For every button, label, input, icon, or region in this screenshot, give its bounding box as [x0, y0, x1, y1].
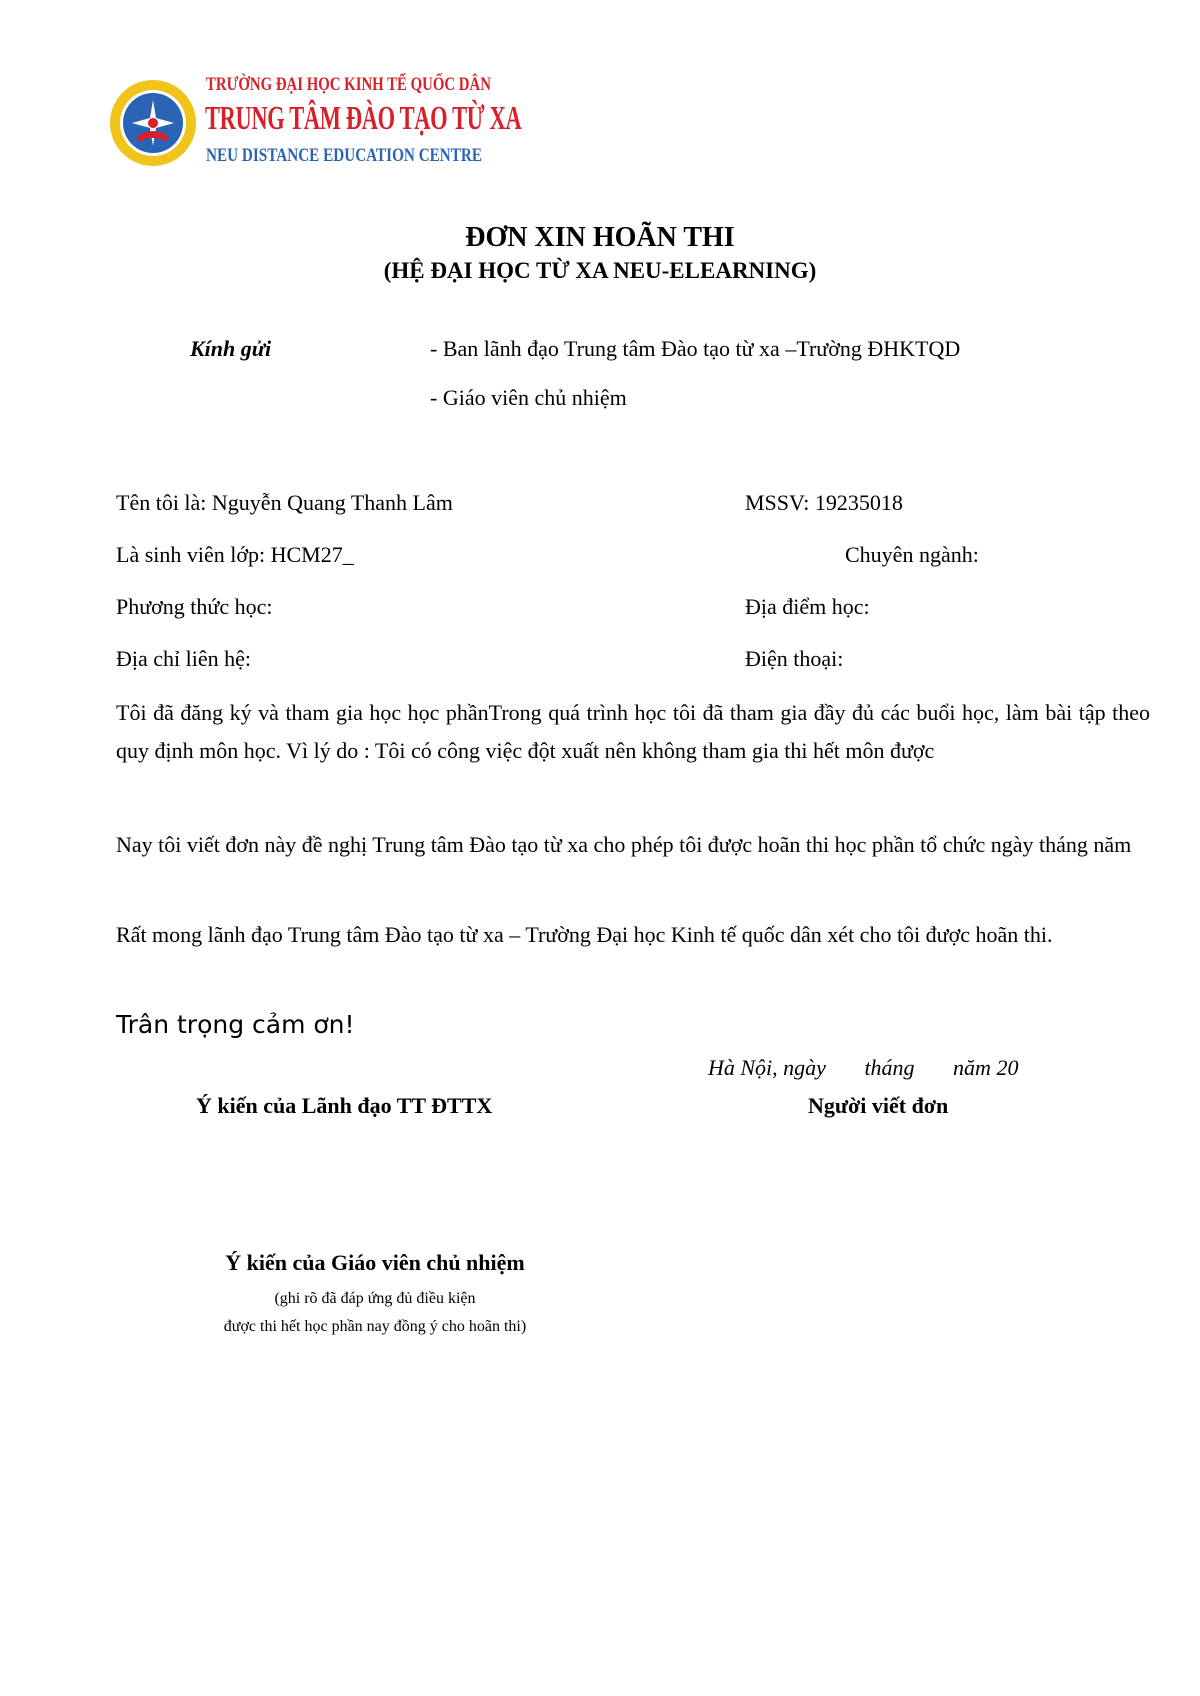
teacher-opinion-heading: Ý kiến của Giáo viên chủ nhiệm	[225, 1250, 525, 1275]
contact-address: Địa chỉ liên hệ:	[116, 646, 252, 671]
recipient-label: Kính gửi	[190, 336, 272, 361]
recipient-line-1: - Ban lãnh đạo Trung tâm Đào tạo từ xa –Trường ĐHKTQD	[430, 336, 961, 361]
teacher-note-line-1: (ghi rõ đã đáp ứng đủ điều kiện	[274, 1290, 476, 1307]
logo-centre-english: NEU DISTANCE EDUCATION CENTRE	[206, 145, 483, 166]
student-name: Tên tôi là: Nguyễn Quang Thanh Lâm	[116, 490, 453, 515]
contact-phone: Điện thoại:	[745, 646, 844, 671]
logo-university-name: TRƯỜNG ĐẠI HỌC KINH TẾ QUỐC DÂN	[206, 74, 491, 95]
logo-seal	[108, 78, 198, 168]
leader-opinion-heading: Ý kiến của Lãnh đạo TT ĐTTX	[196, 1093, 493, 1118]
closing-thanks: Trân trọng cảm ơn!	[116, 1010, 355, 1039]
body-paragraph-1: Tôi đã đăng ký và tham gia học học phầnTrong quá trình học tôi đã tham gia đầy đủ các buổi học, làm bài tập theo quy định môn học. Vì lý do : Tôi có công việc đột xuất nên không tham gia thi hết môn được	[116, 700, 1150, 763]
study-location: Địa điểm học:	[745, 594, 870, 619]
study-mode: Phương thức học:	[116, 594, 273, 619]
student-major: Chuyên ngành:	[845, 542, 979, 567]
teacher-note-line-2: được thi hết học phần nay đồng ý cho hoãn thi)	[223, 1318, 527, 1335]
student-id: MSSV: 19235018	[745, 490, 903, 515]
recipient-line-2: - Giáo viên chủ nhiệm	[430, 385, 627, 410]
body-paragraph-2: Nay tôi viết đơn này đề nghị Trung tâm Đào tạo từ xa cho phép tôi được hoãn thi học phần tổ chức ngày tháng năm	[116, 832, 1132, 857]
logo-centre-name: TRUNG TÂM ĐÀO TẠO TỪ XA	[205, 100, 522, 137]
date-line: Hà Nội, ngày tháng năm 20	[708, 1055, 1019, 1080]
student-class: Là sinh viên lớp: HCM27_	[116, 542, 354, 567]
writer-signature-heading: Người viết đơn	[808, 1093, 949, 1118]
document-subtitle: (HỆ ĐẠI HỌC TỪ XA NEU-ELEARNING)	[383, 258, 817, 283]
body-paragraph-3: Rất mong lãnh đạo Trung tâm Đào tạo từ xa – Trường Đại học Kinh tế quốc dân xét cho tôi được hoãn thi.	[116, 922, 1053, 947]
document-title: ĐƠN XIN HOÃN THI	[465, 222, 735, 253]
